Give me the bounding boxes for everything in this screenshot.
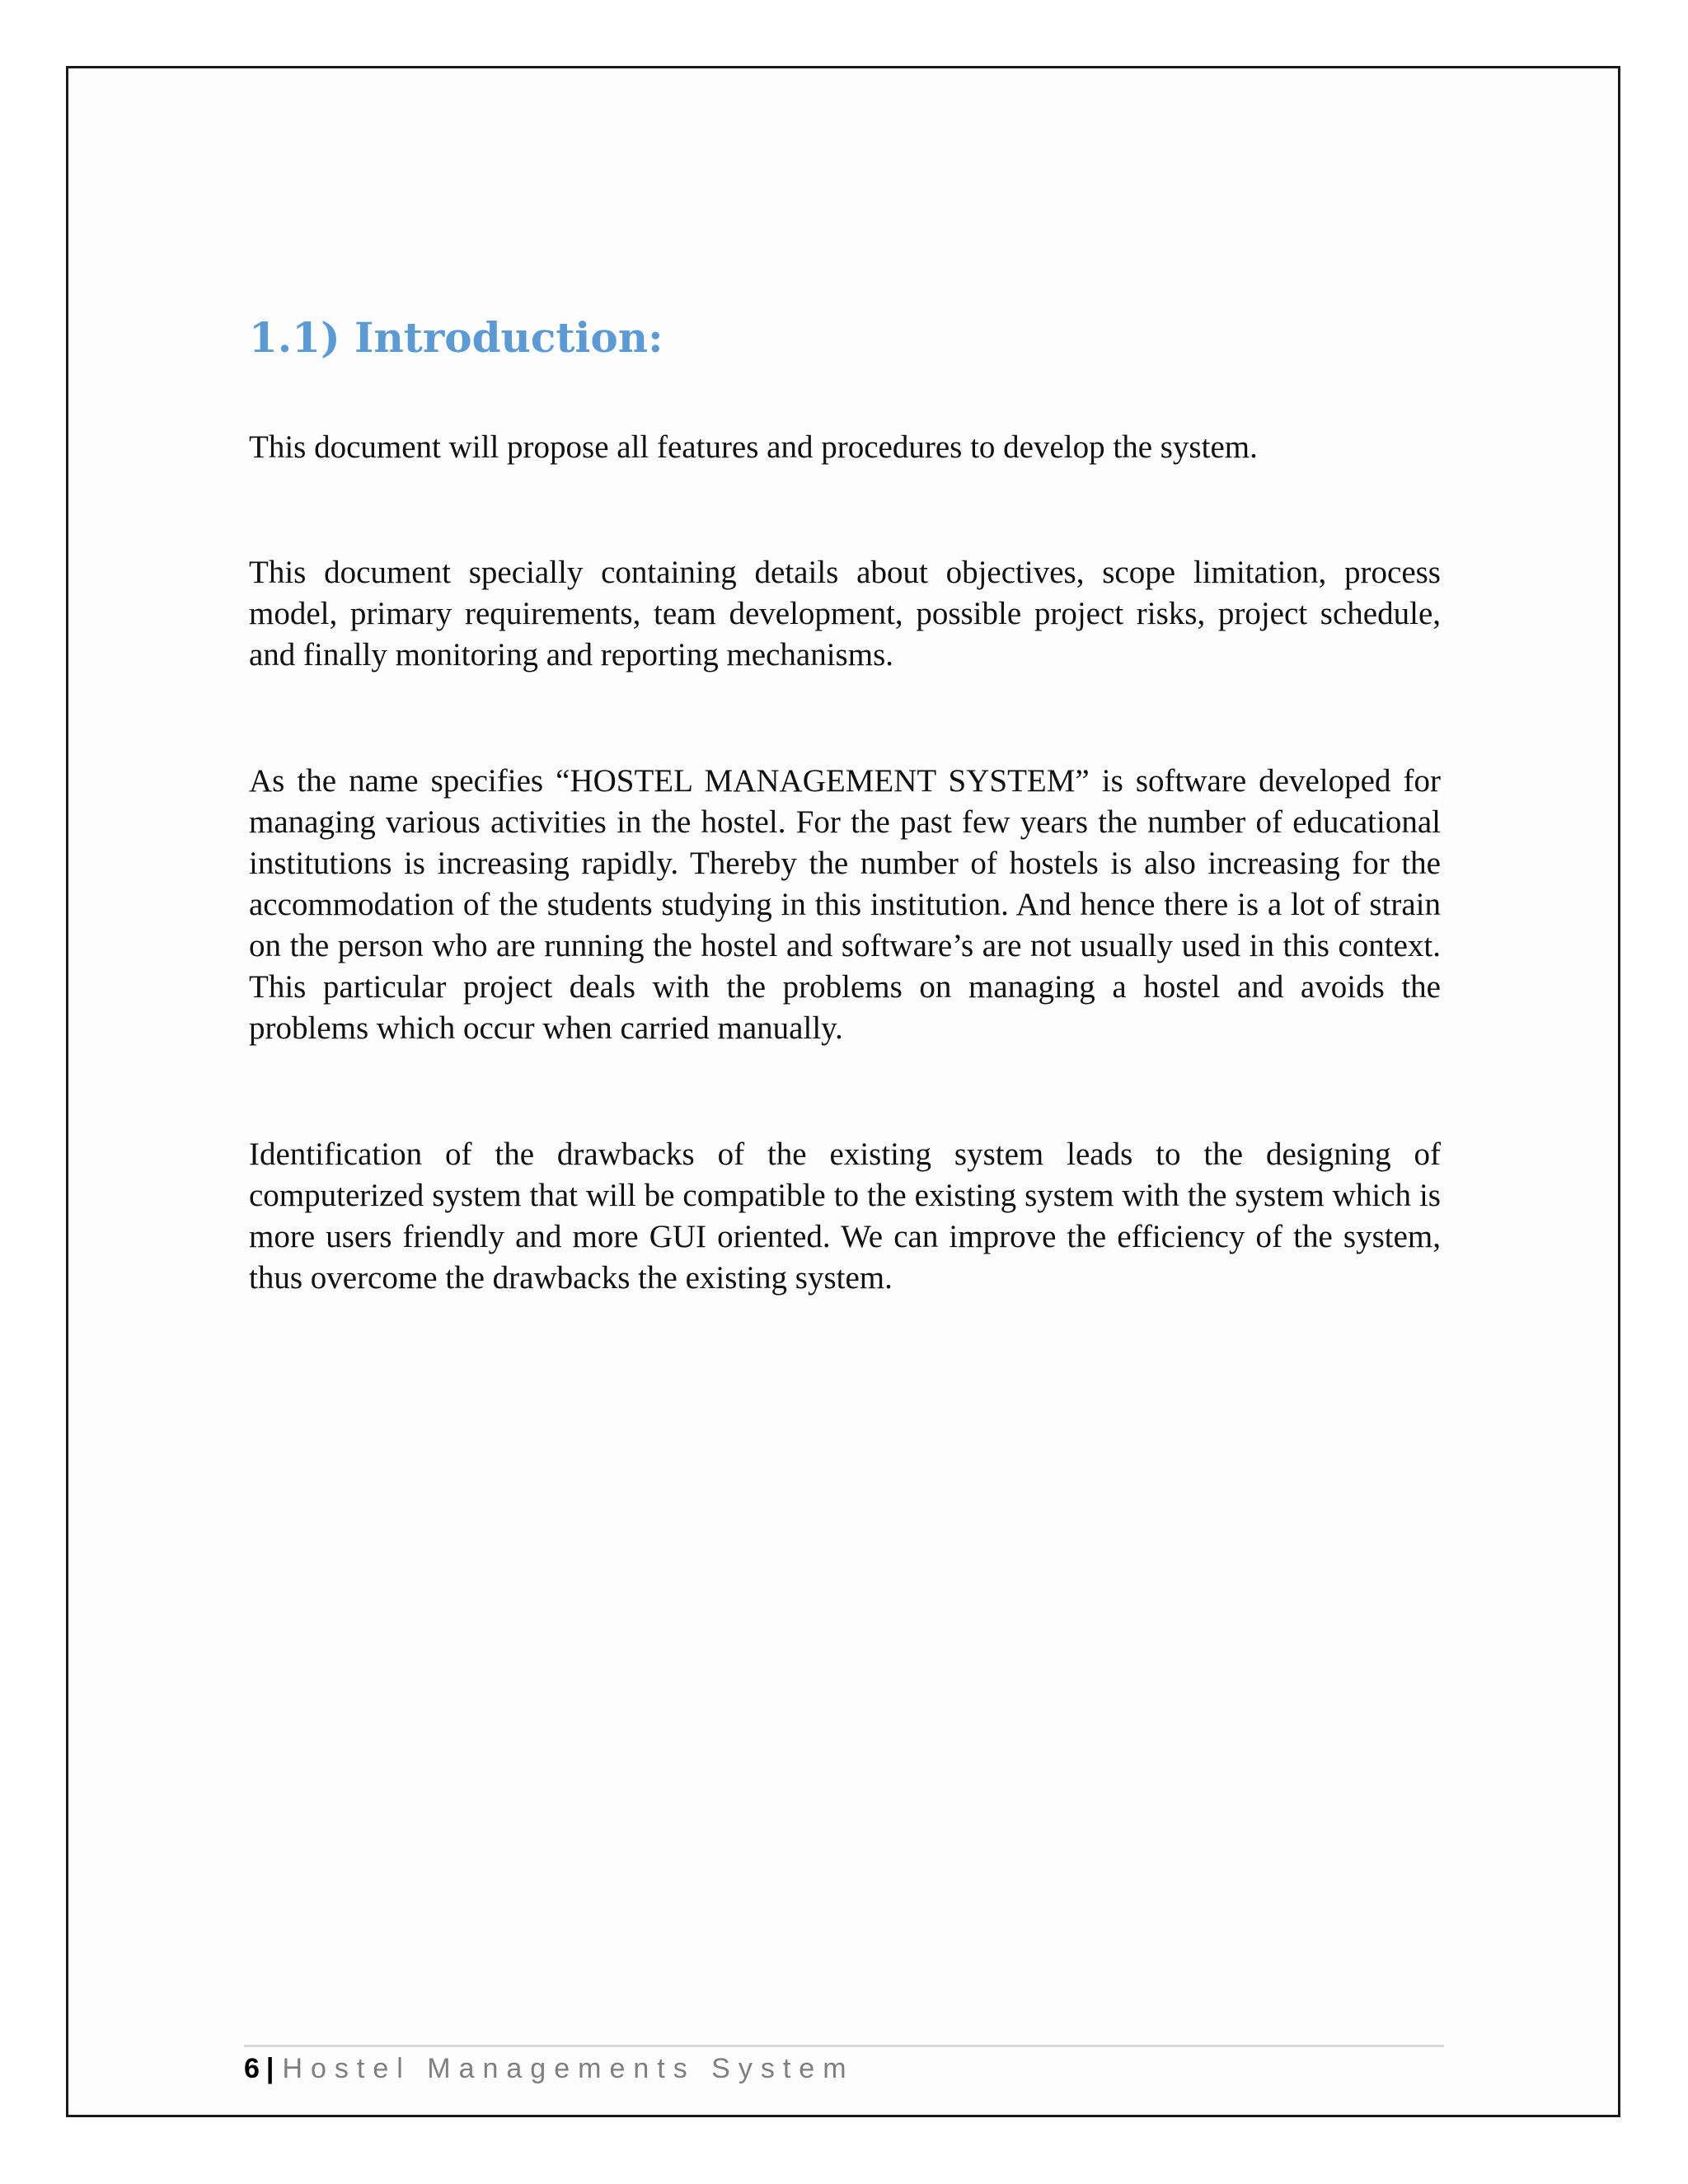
footer-separator: | [265,2052,274,2084]
footer-divider [244,2045,1444,2047]
paragraph-purpose: This document will propose all features and procedures to develop the system. [249,429,1258,465]
section-heading: 1.1) Introduction: [249,313,663,362]
page-footer [244,2048,855,2089]
page-number: 6 [244,2052,260,2084]
paragraph-system-overview: As the name specifies “HOSTEL MANAGEMENT SYSTEM” is software developed for managing various activities in the hostel. For the past few years the number of educational institutions is increasing rapidly. Thereby the number of hostels is also increasing for the accommodation of the students studying in this institution. And hence there is a lot of strain on the person who are running the hostel and software’s are not usually used in this context. This particular project deals with the problems on managing a hostel and avoids the problems which occur when carried manually. [249,763,1441,1046]
document-body [249,313,1441,1299]
paragraph-drawbacks: Identification of the drawbacks of the existing system leads to the designing of computerized system that will be compatible to the existing system with the system which is more users friendly and more GUI oriented. We can improve the efficiency of the system, thus overcome the drawbacks the existing system. [249,1137,1441,1296]
footer-title: Hostel Managements System [282,2052,855,2084]
paragraph-contents: This document specially containing details about objectives, scope limitation, process model, primary requirements, team development, possible project risks, project schedule, and finally monitoring and reporting mechanisms. [249,555,1441,673]
